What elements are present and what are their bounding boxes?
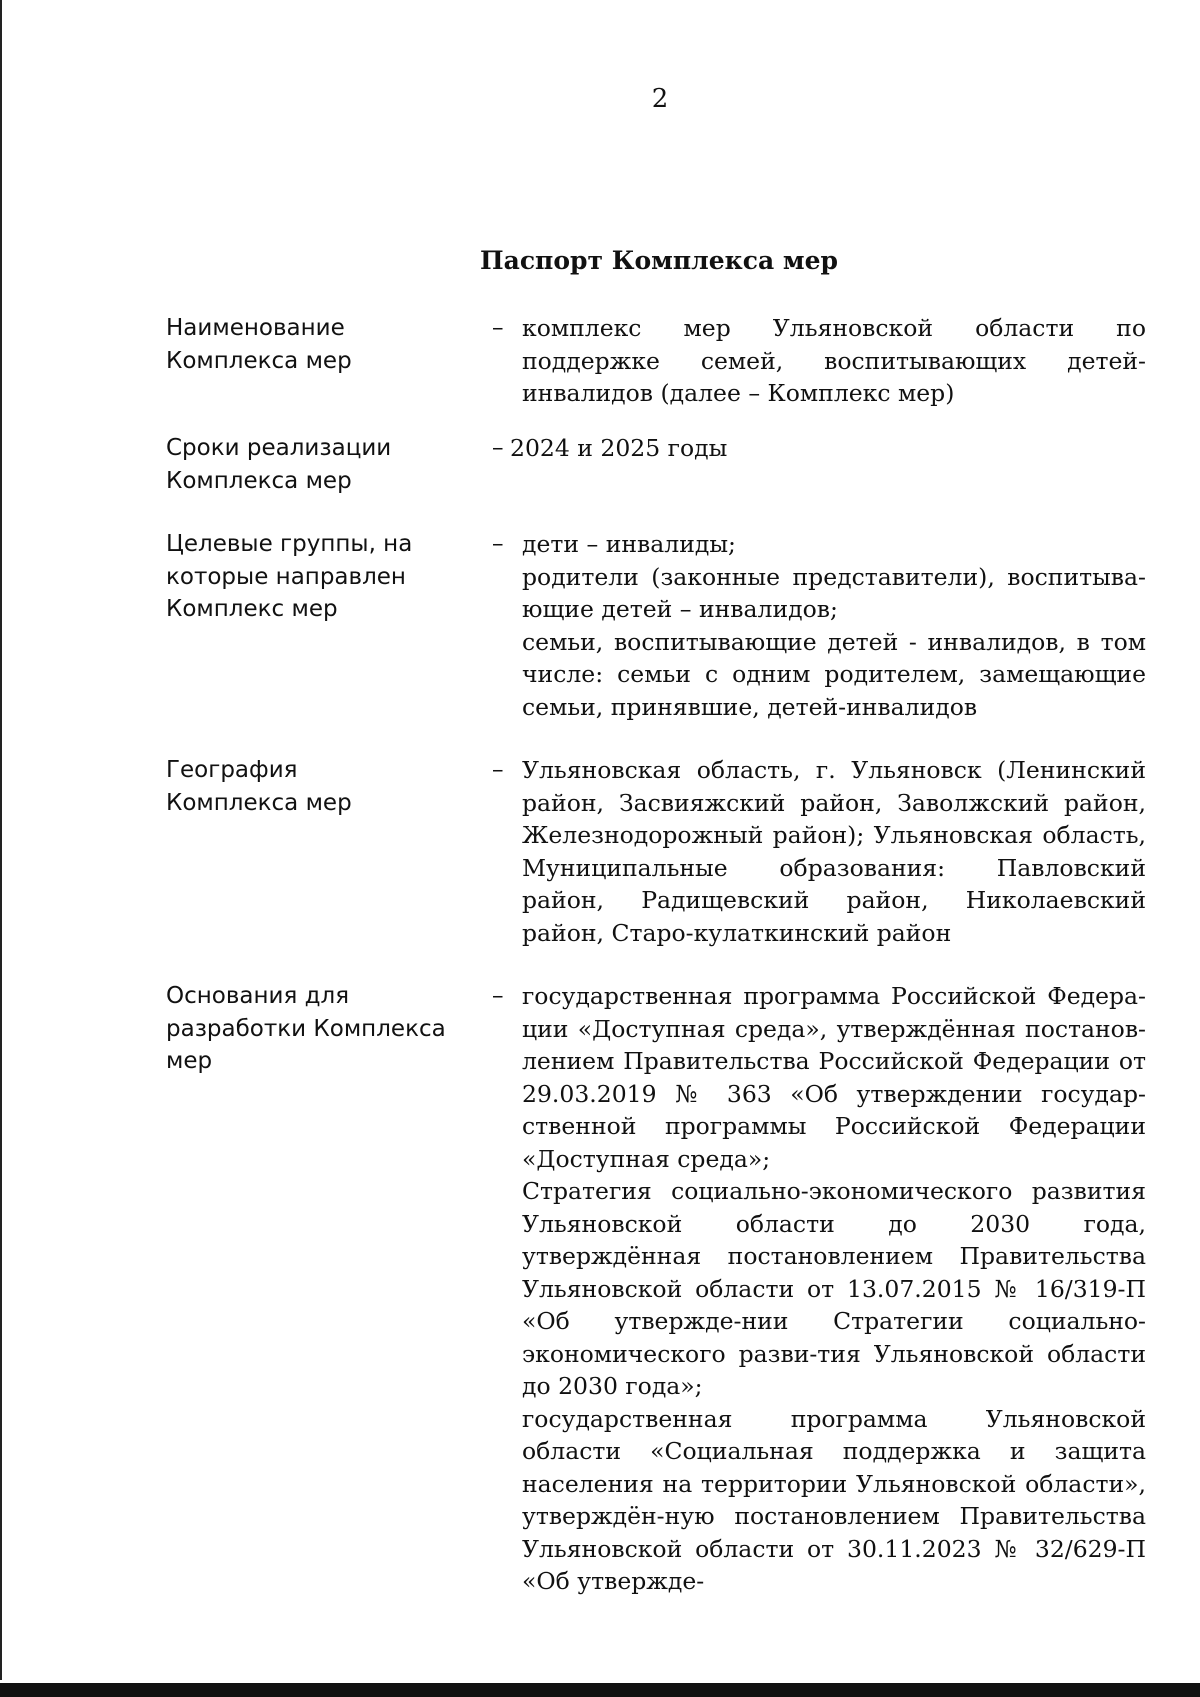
row-label: Целевые группы, на которые направлен Комплекс мер bbox=[166, 531, 413, 622]
row-value bbox=[522, 980, 1146, 1598]
passport-row-target-groups bbox=[166, 528, 1146, 754]
value-paragraph: семьи, воспитывающие детей - инвалидов, в том числе: семьи с одним родителем, замещающие семьи, принявшие, детей-инвалидов bbox=[522, 627, 1146, 721]
value-paragraph: Стратегия социально-экономического развития Ульяновской области до 2030 года, утверждённая постановлением Правительства Ульяновской области от 13.07.2015 № 16/319-П «Об утвержде-нии Стратегии социально-экономического разви-тия Ульяновской области до 2030 года»; bbox=[522, 1177, 1146, 1400]
passport-row-grounds bbox=[166, 980, 1146, 1598]
passport-table bbox=[166, 312, 1146, 1598]
row-label: Сроки реализации Комплекса мер bbox=[166, 435, 392, 494]
value-paragraph: комплекс мер Ульяновской области по поддержке семей, воспитывающих детей-инвалидов (далее – Комплекс мер) bbox=[522, 314, 1146, 407]
passport-row-period bbox=[166, 432, 1146, 528]
value-paragraph: 2024 и 2025 годы bbox=[510, 434, 728, 462]
row-dash: – bbox=[492, 435, 504, 461]
passport-row-geography bbox=[166, 754, 1146, 980]
passport-row-name bbox=[166, 312, 1146, 432]
row-value bbox=[522, 312, 1146, 410]
page-bottom-border bbox=[0, 1683, 1200, 1697]
row-value bbox=[522, 528, 1146, 723]
value-paragraph: дети – инвалиды; bbox=[522, 530, 736, 558]
row-value bbox=[510, 432, 1146, 465]
row-label: География Комплекса мер bbox=[166, 757, 352, 816]
value-paragraph: Ульяновская область, г. Ульяновск (Ленинский район, Засвияжский район, Заволжский район, Железнодорожный район); Ульяновская область, Муниципальные образования: Павловский район, Радищевский район, Николаевский район, Старо-кулаткинский район bbox=[522, 756, 1146, 947]
row-label: Наименование Комплекса мер bbox=[166, 315, 352, 374]
document-title: Паспорт Комплекса мер bbox=[480, 246, 838, 275]
row-dash: – bbox=[492, 983, 504, 1009]
row-dash: – bbox=[492, 315, 504, 341]
row-label: Основания для разработки Комплекса мер bbox=[166, 983, 446, 1074]
page-number: 2 bbox=[651, 84, 669, 114]
row-dash: – bbox=[492, 757, 504, 783]
value-paragraph: государственная программа Ульяновской области «Социальная поддержка и защита населения на территории Ульяновской области», утверждён-ную постановлением Правительства Ульяновской области от 30.11.2023 № 32/629-П «Об утвержде- bbox=[522, 1404, 1146, 1595]
value-paragraph: родители (законные представители), воспитыва-ющие детей – инвалидов; bbox=[522, 562, 1146, 623]
row-dash: – bbox=[492, 531, 504, 557]
value-paragraph: государственная программа Российской Федера-ции «Доступная среда», утверждённая постанов-лением Правительства Российской Федерации от 29.03.2019 № 363 «Об утверждении государ-ственной программы Российской Федерации «Доступная среда»; bbox=[522, 982, 1146, 1173]
row-value bbox=[522, 754, 1146, 949]
